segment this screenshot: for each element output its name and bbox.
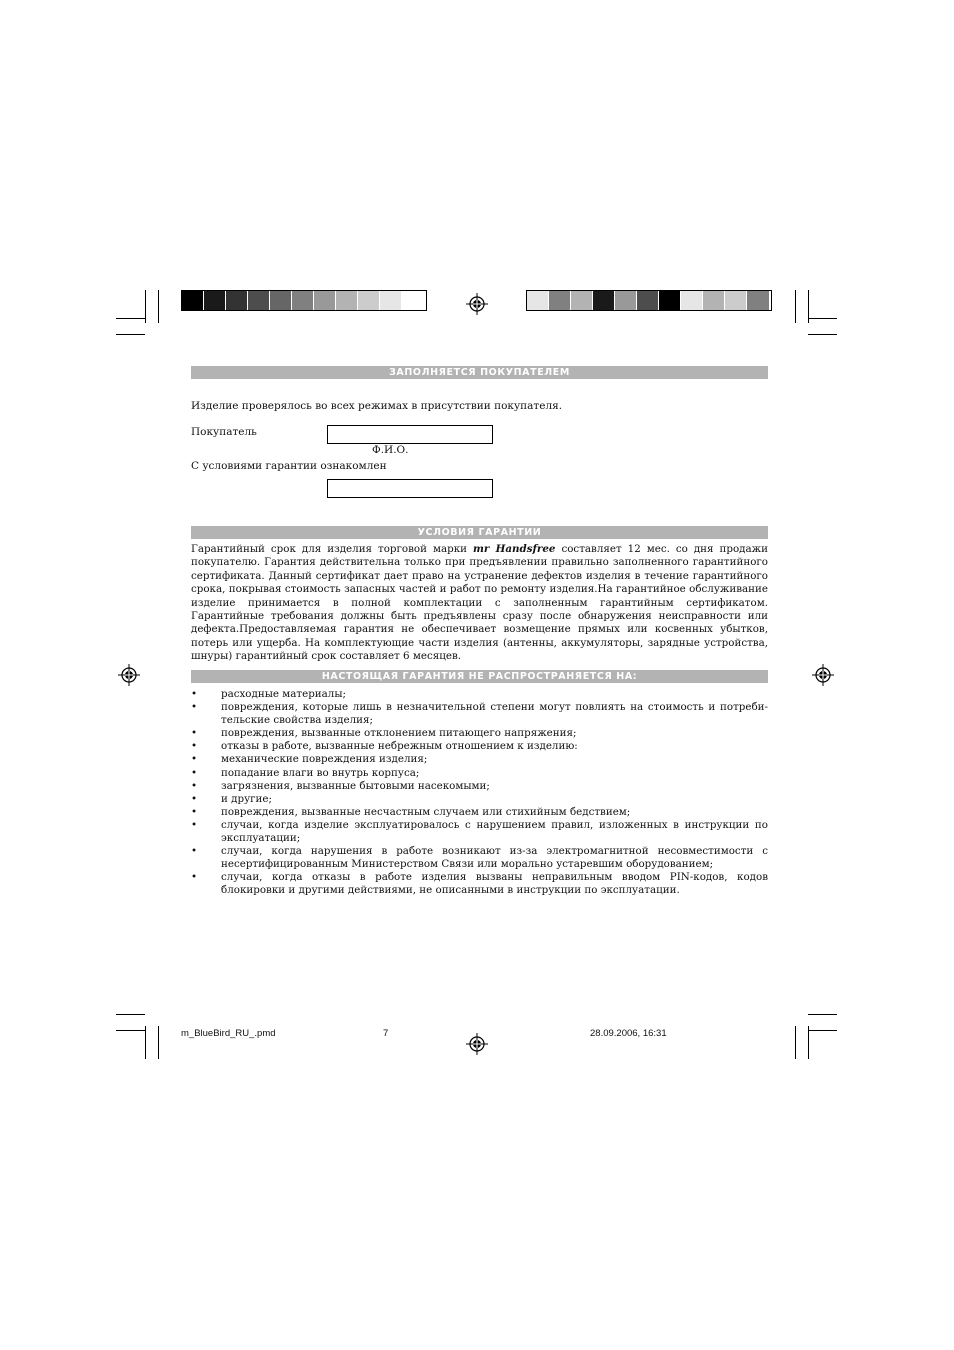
bullet-icon: • <box>191 753 198 766</box>
list-item <box>191 871 768 897</box>
color-swatch <box>571 291 593 310</box>
list-item <box>191 793 768 806</box>
color-swatch <box>336 291 358 310</box>
list-item-text: и другие; <box>221 792 272 805</box>
bullet-icon: • <box>191 688 198 700</box>
list-item-text: случаи, когда отказы в работе изделия вызваны неправильным вводом PIN-кодов, кодов блокировки и другими действиями, не описанными в инструкции по эксплуатации. <box>221 871 768 897</box>
color-swatch <box>270 291 292 310</box>
footer-page-number: 7 <box>383 1028 389 1039</box>
crop-mark <box>158 1026 159 1059</box>
color-swatch <box>681 291 703 310</box>
color-bar-left <box>181 290 427 311</box>
list-item-text: механические повреждения изделия; <box>221 753 428 766</box>
crop-mark <box>808 318 837 319</box>
list-item <box>191 806 768 819</box>
crop-mark <box>795 290 796 323</box>
warranty-terms-paragraph <box>191 543 768 664</box>
registration-mark-icon <box>466 1033 488 1055</box>
bullet-icon: • <box>191 766 198 779</box>
list-item-text: попадание влаги во внутрь корпуса; <box>221 766 420 779</box>
footer-datetime: 28.09.2006, 16:31 <box>590 1028 667 1039</box>
color-bar-right <box>526 290 772 311</box>
crop-mark <box>158 290 159 323</box>
color-swatch <box>314 291 336 310</box>
color-swatch <box>703 291 725 310</box>
registration-mark-icon <box>118 664 140 686</box>
brand-name: mr Handsfree <box>473 543 556 555</box>
color-swatch <box>204 291 226 310</box>
crop-mark <box>808 1030 837 1031</box>
color-swatch <box>659 291 681 310</box>
crop-mark <box>808 1026 809 1059</box>
checked-statement: Изделие проверялось во всех режимах в присутствии покупателя. <box>191 400 563 412</box>
signature-field[interactable] <box>327 479 493 498</box>
list-item <box>191 753 768 766</box>
list-item-text: расходные материалы; <box>221 688 347 700</box>
list-item <box>191 688 768 701</box>
registration-mark-icon <box>466 293 488 315</box>
crop-mark <box>145 1026 146 1059</box>
bullet-icon: • <box>191 779 198 792</box>
color-swatch <box>358 291 380 310</box>
bullet-icon: • <box>191 871 198 884</box>
color-swatch <box>747 291 769 310</box>
list-item-text: случаи, когда нарушения в работе возникают из-за электромагнитной несовместимости с несертифицированным Министерством Связи или морально устаревшим оборудованием; <box>221 845 768 871</box>
list-item <box>191 701 768 727</box>
color-swatch <box>527 291 549 310</box>
list-item-text: повреждения, вызванные отклонением питающего напряжения; <box>221 727 577 740</box>
list-item-text: отказы в работе, вызванные небрежным отношением к изделию: <box>221 740 578 753</box>
acknowledged-label: С условиями гарантии ознакомлен <box>191 460 387 472</box>
list-item <box>191 767 768 780</box>
color-swatch <box>248 291 270 310</box>
crop-mark <box>116 334 145 335</box>
crop-mark <box>116 318 145 319</box>
bullet-icon: • <box>191 727 198 740</box>
crop-mark <box>116 1014 145 1015</box>
list-item <box>191 819 768 845</box>
warranty-text-after-brand: составляет 12 мес. со дня продажи покупателю. Гарантия действительна только при предъявлении правильно заполненного гарантийного сертификата. Данный сертификат дает право на устранение дефектов изделия в течение гарантийного срока, покрывая стоимость запасных частей и работ по ремонту изделия.На гарантийное обслуживание изделие принимается в полной комплектации с заполненным гарантийным сертификатом. Гарантийные требования должны быть предъявлены сразу после обнаружения неисправности или дефекта.Предоставляемая гарантия не обеспечивает возмещение прямых или косвенных убытков, потерь или ущерба. На комплектующие части изделия (антенны, аккумуляторы, зарядные устройства, шнуры) гарантийный срок составляет 6 месяцев. <box>191 543 768 663</box>
crop-mark <box>808 1014 837 1015</box>
list-item-text: случаи, когда изделие эксплуатировалось с нарушением правил, изложенных в инструкции по эксплуатации; <box>221 818 768 845</box>
list-item <box>191 845 768 871</box>
crop-mark <box>795 1026 796 1059</box>
section-header-exclusions: НАСТОЯЩАЯ ГАРАНТИЯ НЕ РАСПРОСТРАНЯЕТСЯ НА: <box>191 670 768 683</box>
color-swatch <box>637 291 659 310</box>
bullet-icon: • <box>191 845 198 858</box>
color-swatch <box>402 291 424 310</box>
color-swatch <box>380 291 402 310</box>
color-swatch <box>182 291 204 310</box>
list-item <box>191 740 768 753</box>
list-item <box>191 727 768 740</box>
section-header-warranty-terms: УСЛОВИЯ ГАРАНТИИ <box>191 526 768 539</box>
bullet-icon: • <box>191 818 198 831</box>
crop-mark <box>116 1030 145 1031</box>
color-swatch <box>615 291 637 310</box>
list-item <box>191 780 768 793</box>
color-swatch <box>226 291 248 310</box>
crop-mark <box>808 334 837 335</box>
footer-filename: m_BlueBird_RU_.pmd <box>181 1028 276 1039</box>
fio-label: Ф.И.О. <box>372 444 409 456</box>
buyer-label: Покупатель <box>191 426 257 438</box>
buyer-name-field[interactable] <box>327 425 493 444</box>
color-swatch <box>292 291 314 310</box>
section-header-buyer: ЗАПОЛНЯЕТСЯ ПОКУПАТЕЛЕМ <box>191 366 768 379</box>
color-swatch <box>725 291 747 310</box>
registration-mark-icon <box>812 664 834 686</box>
bullet-icon: • <box>191 805 198 818</box>
list-item-text: повреждения, вызванные несчастным случаем или стихийным бедствием; <box>221 805 631 818</box>
list-item-text: загрязнения, вызванные бытовыми насекомыми; <box>221 779 490 792</box>
bullet-icon: • <box>191 740 198 753</box>
bullet-icon: • <box>191 701 198 714</box>
bullet-icon: • <box>191 792 198 805</box>
warranty-text-before-brand: Гарантийный срок для изделия торговой марки <box>191 543 473 555</box>
crop-mark <box>145 290 146 323</box>
color-swatch <box>549 291 571 310</box>
color-swatch <box>593 291 615 310</box>
exclusions-list <box>191 688 768 898</box>
list-item-text: повреждения, которые лишь в незначительной степени могут повлиять на стоимость и потреби-тельские свойства изделия; <box>221 701 768 727</box>
